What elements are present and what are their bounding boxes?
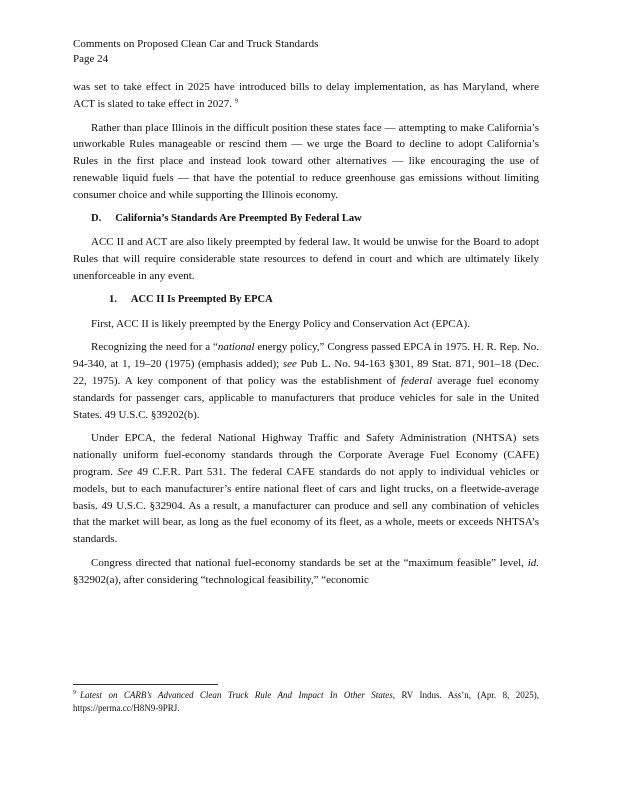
subsection-heading-1 [73, 292, 539, 309]
section-heading-d [73, 211, 539, 228]
paragraph-5-text: average fuel economy standards for passenger cars, applicable to manufacturers that produce vehicles for sale in the United States. 49 U.S.C. §39202(b). [73, 374, 539, 421]
paragraph-6 [73, 430, 539, 548]
header-page-number: Page 24 [73, 53, 109, 65]
paragraph-4: First, ACC II is likely preempted by the Energy Policy and Conservation Act (EPCA). [91, 317, 470, 330]
subsection-heading-1-text: ACC II Is Preempted By EPCA [130, 293, 273, 305]
footnote-9 [73, 689, 539, 715]
paragraph-3: ACC II and ACT are also likely preempted by federal law. It would be unwise for the Board to adopt Rules that will require considerable state resources to defend in court and which are ultimately likely unenforceable in any event. [73, 236, 539, 282]
citation-signal-id: id. [527, 556, 539, 569]
paragraph-2: Rather than place Illinois in the difficult position these states face — attempting to make California’s unworkable Rules manageable or rescind them — we urge the Board to decline to adopt California’s Rules in the first place and instead look toward other alternatives — like encouraging the use of renewable liquid fuels — that have the potential to reduce greenhouse gas emissions without limiting consumer choice and while supporting the Illinois economy. [73, 121, 539, 201]
header-title: Comments on Proposed Clean Car and Truck Standards [73, 38, 319, 50]
paragraph-6-text: 49 C.F.R. Part 531. The federal CAFE standards do not apply to individual vehicles or models, but to each manufacturer’s entire national fleet of cars and light trucks, on a fleetwide-average basis. 49 U.S.C. §32904. As a result, a manufacturer can produce and sell any combination of vehicles that the market will bear, as long as the fuel economy of its fleet, as a whole, meets or exceeds NHTSA’s standards. [73, 465, 539, 546]
running-header [73, 37, 318, 67]
paragraph-5 [73, 339, 539, 423]
paragraph-7-text: Congress directed that national fuel-economy standards be set at the “maximum feasible” level, [91, 556, 528, 569]
paragraph-7 [73, 555, 539, 589]
footnote-reference: 9 [234, 97, 239, 105]
footnote-title: Latest on CARB’s Advanced Clean Truck Rule And Impact In Other States [80, 690, 393, 700]
emphasis-national: national [217, 341, 255, 354]
citation-signal-see: See [117, 465, 133, 478]
section-heading-d-label: D. [91, 212, 102, 224]
paragraph-7-text: §32902(a), after considering “technological feasibility,” “economic [73, 573, 369, 586]
paragraph-6-text: Under EPCA, the federal National Highway Traffic and Safety Administration (NHTSA) sets nationally uniform fuel-economy standards through the Corporate Average Fuel Economy (CAFE) program. [73, 432, 539, 478]
footnote-number: 9 [73, 690, 76, 696]
citation-signal-see: see [282, 358, 297, 371]
emphasis-federal: federal [400, 374, 433, 387]
paragraph-5-text: Pub L. No. 94-163 §301, 89 Stat. 871, 901–18 (Dec. 22, 1975). A key component of that policy was the establishment of [73, 358, 539, 387]
footnote-source: , RV Indus. Ass’n, (Apr. 8, 2025), https://perma.cc/H8N9-9PRJ. [73, 690, 539, 713]
footnote-divider [73, 684, 218, 685]
paragraph-1 [73, 79, 539, 113]
body-text [73, 79, 539, 596]
paragraph-1-text: was set to take effect in 2025 have introduced bills to delay implementation, as has Maryland, where ACT is slated to take effect in 2027. [73, 81, 539, 110]
section-heading-d-text: California’s Standards Are Preempted By Federal Law [115, 212, 362, 224]
paragraph-5-text: Recognizing the need for a “ [91, 341, 218, 354]
subsection-heading-1-label: 1. [109, 293, 117, 305]
paragraph-5-text: energy policy,” Congress passed EPCA in 1975. H. R. Rep. No. 94-340, at 1, 19–20 (1975) (emphasis added); [73, 341, 539, 371]
